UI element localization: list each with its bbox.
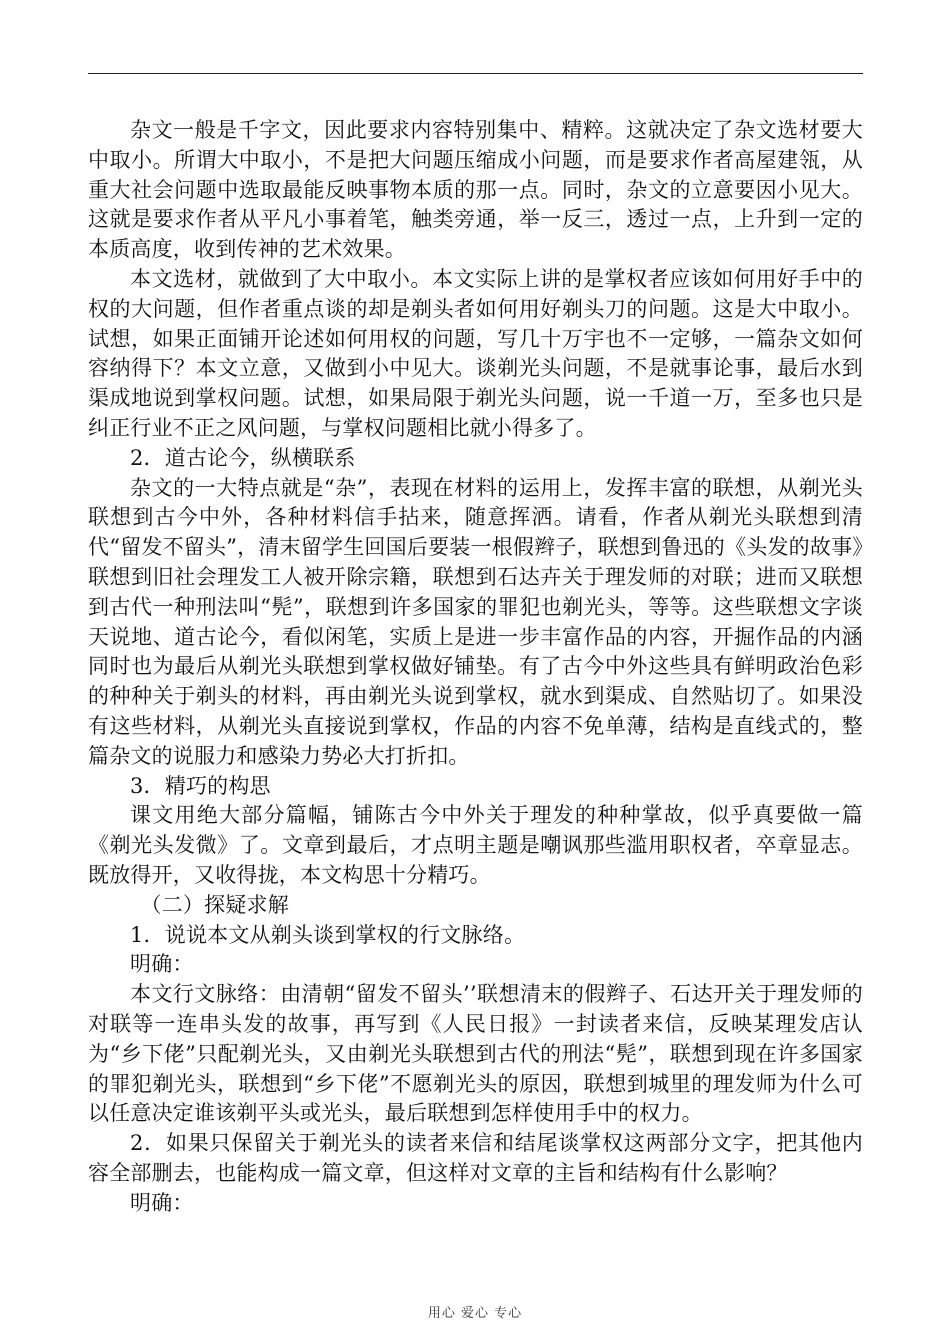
header-rule: [88, 73, 863, 74]
question: 2．如果只保留关于剃光头的读者来信和结尾谈掌权这两部分文字，把其他内容全部删去，也能构成一篇文章，但这样对文章的主旨和结构有什么影响？: [88, 1131, 863, 1185]
answer-label: 明确：: [130, 1190, 194, 1215]
paragraph: 本文行文脉络：由清朝“留发不留头’’联想清末的假辫子、石达开关于理发师的对联等一连串头发的故事，再写到《人民日报》一封读者来信，反映某理发店认为“乡下佬”只配剃光头，又由剃光头联想到古代的刑法“髡”，联想到现在许多国家的罪犯剃光头，联想到“乡下佬”不愿剃光头的原因，联想到城里的理发师为什么可以任意决定谁该剃平头或光头，最后联想到怎样使用手中的权力。: [88, 982, 863, 1126]
question: 1．说说本文从剃头谈到掌权的行文脉络。: [130, 922, 526, 947]
answer-label: 明确：: [130, 952, 194, 977]
section-heading: 2．道古论今，纵横联系: [130, 445, 356, 470]
section-heading: 3．精巧的构思: [130, 773, 271, 798]
paragraph: 课文用绝大部分篇幅，铺陈古今中外关于理发的种种掌故，似乎真要做一篇《剃光头发微》了。文章到最后，才点明主题是嘲讽那些滥用职权者，卒章显志。既放得开，又收得拢，本文构思十分精巧。: [88, 803, 863, 887]
paragraph: 杂文一般是千字文，因此要求内容特别集中、精粹。这就决定了杂文选材要大中取小。所谓大中取小，不是把大问题压缩成小问题，而是要求作者高屋建瓴，从重大社会问题中选取最能反映事物本质的那一点。同时，杂文的立意要因小见大。这就是要求作者从平凡小事着笔，触类旁通，举一反三，透过一点，上升到一定的本质高度，收到传神的艺术效果。: [88, 118, 863, 262]
section-heading: （二）探疑求解: [140, 892, 289, 917]
page-footer: 用心 爱心 专心: [427, 1306, 523, 1321]
paragraph: 本文选材，就做到了大中取小。本文实际上讲的是掌权者应该如何用好手中的权的大问题，但作者重点谈的却是剃头者如何用好剃头刀的问题。这是大中取小。试想，如果正面铺开论述如何用权的问题，写几十万宇也不一定够，一篇杂文如何容纳得下？本文立意，又做到小中见大。谈剃光头问题，不是就事论事，最后水到渠成地说到掌权问题。试想，如果局限于剃光头问题，说一千道一万，至多也只是纠正行业不正之风问题，与掌权问题相比就小得多了。: [88, 266, 863, 440]
document-body: [88, 116, 863, 1218]
paragraph: 杂文的一大特点就是“杂”，表现在材料的运用上，发挥丰富的联想，从剃光头联想到古今中外，各种材料信手拈来，随意挥洒。请看，作者从剃光头联想到清代“留发不留头”，清末留学生回国后要装一根假辫子，联想到鲁迅的《头发的故事》联想到旧社会理发工人被开除宗籍，联想到石达卉关于理发师的对联；进而又联想到古代一种刑法叫“髡”，联想到许多国家的罪犯也剃光头，等等。这些联想文字谈天说地、道古论今，看似闲笔，实质上是进一步丰富作品的内容，开掘作品的内涵同时也为最后从剃光头联想到掌权做好铺垫。有了古今中外这些具有鲜明政治色彩的种种关于剃头的材料，再由剃光头说到掌权，就水到渠成、自然贴切了。如果没有这些材料，从剃光头直接说到掌权，作品的内容不免单薄，结构是直线式的，整篇杂文的说服力和感染力势必大打折扣。: [88, 475, 863, 768]
